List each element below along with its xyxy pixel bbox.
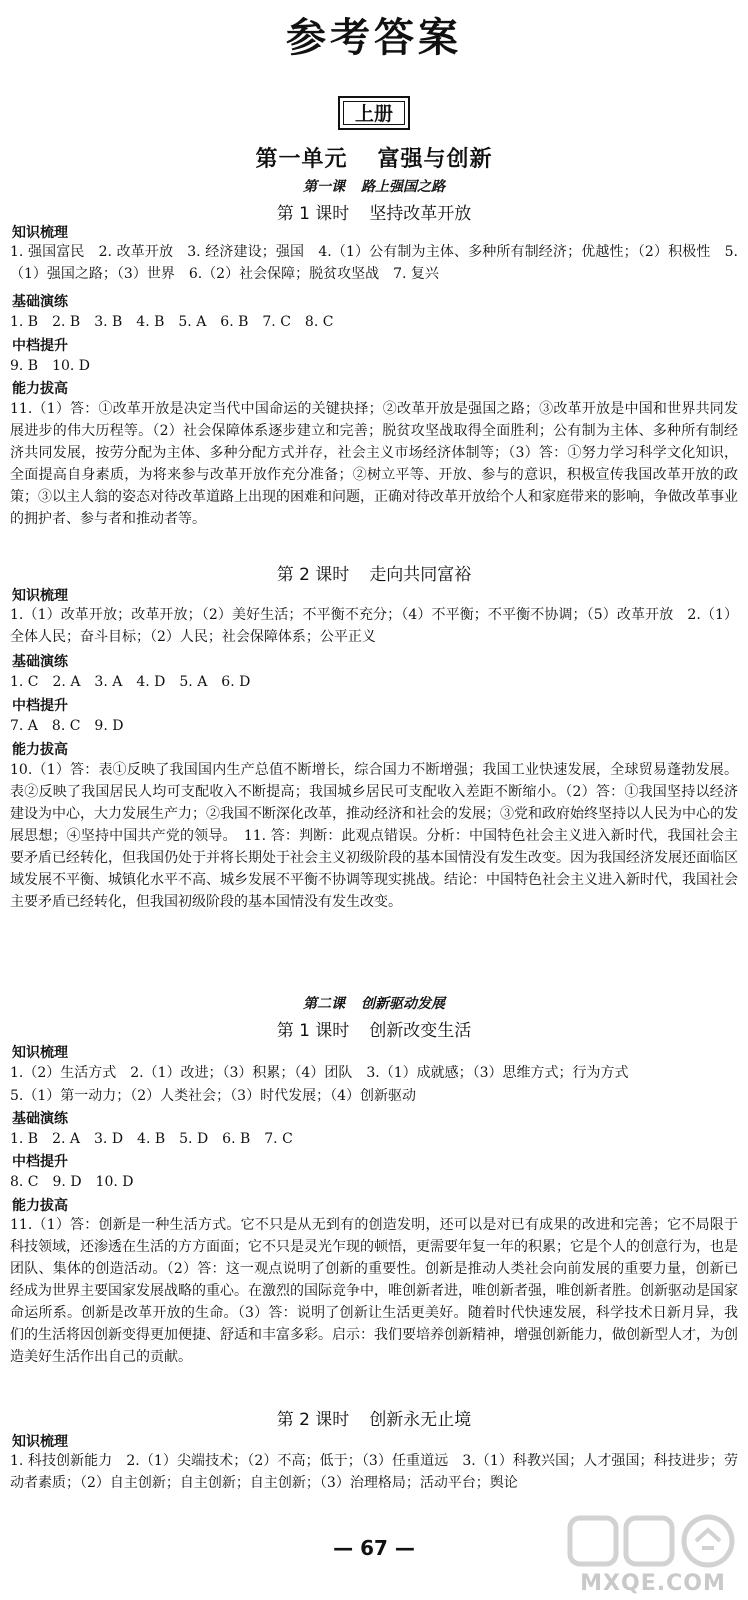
section-title: 基础演练 [12,654,68,670]
answer-text: 1. B 2. A 3. D 4. B 5. D 6. B 7. C [10,1131,293,1147]
lesson-heading [0,993,748,1013]
section-title: 中档提升 [12,338,68,354]
section-title: 知识梳理 [12,225,68,241]
lesson-heading [0,176,748,196]
answer-text: 5.（1）第一动力；（2）人类社会；（3）时代发展；（4）创新驱动 [10,1088,416,1104]
answer-text: 1. 科技创新能力 2.（1）尖端技术；（2）不高；低于；（3）任重道远 3.（1）科教兴国；人才强国；科技进步；劳动者素质；（2）自主创新；自主创新；自主创新；（3）治理格局；活动平台；舆论 [10,1453,738,1491]
volume-badge [338,96,410,130]
lesson-name: 创新驱动发展 [361,996,445,1012]
section-title: 知识梳理 [12,588,68,604]
period-name: 创新永无止境 [369,1410,472,1430]
lesson-label: 第一课 [303,179,345,195]
answer-text: 1. B 2. B 3. B 4. B 5. A 6. B 7. C 8. C [10,314,334,330]
section-title: 能力拔高 [12,381,68,397]
section-title: 能力拔高 [12,742,68,758]
answer-text: 9. B 10. D [10,358,91,374]
section-title: 知识梳理 [12,1434,68,1450]
period-label: 第 2 课时 [276,565,350,585]
section-title: 基础演练 [12,294,68,310]
answer-text: 7. A 8. C 9. D [10,718,124,734]
section-title: 基础演练 [12,1111,68,1127]
answer-text: 8. C 9. D 10. D [10,1174,134,1190]
period-label: 第 1 课时 [276,204,350,224]
period-name: 创新改变生活 [369,1021,472,1041]
period-heading [0,560,748,585]
section-title: 中档提升 [12,1154,68,1170]
answer-text: 1.（2）生活方式 2.（1）改进；（3）积累；（4）团队 3.（1）成就感；（3）思维方式；行为方式 [10,1065,629,1081]
period-label: 第 2 课时 [276,1410,350,1430]
section-title: 中档提升 [12,698,68,714]
period-heading [0,1405,748,1430]
answer-text: 1. 强国富民 2. 改革开放 3. 经济建设；强国 4.（1）公有制为主体、多种所有制经济；优越性；（2）积极性 5.（1）强国之路；（3）世界 6.（2）社会保障；脱贫攻坚战 7. 复兴 [10,244,738,282]
period-name: 走向共同富裕 [369,565,472,585]
answer-text: 10.（1）答：表①反映了我国国内生产总值不断增长，综合国力不断增强；我国工业快速发展，全球贸易蓬勃发展。表②反映了我国居民人均可支配收入不断提高；我国城乡居民可支配收入差距不断缩小。（2）答：①我国坚持以经济建设为中心，大力发展生产力；②我国不断深化改革，推动经济和社会的发展；③党和政府始终坚持以人民为中心的发展思想；④坚持中国共产党的领导。 11. 答：判断：此观点错误。分析：中国特色社会主义进入新时代，我国社会主要矛盾已经转化，但我国仍处于并将长期处于社会主义初级阶段的基本国情没有发生改变。因为我国经济发展还面临区域发展不平衡、城镇化水平不高、城乡发展不平衡不协调等现实挑战。结论：中国特色社会主义进入新时代，我国社会主要矛盾已经转化，但我国初级阶段的基本国情没有发生改变。 [10,762,738,910]
lesson-name: 路上强国之路 [361,179,445,195]
answer-text: 11.（1）答：创新是一种生活方式。它不只是从无到有的创造发明，还可以是对已有成果的改进和完善；它不局限于科技领域，还渗透在生活的方方面面；它不只是灵光乍现的顿悟，更需要年复一年的积累；它是个人的创意行为，也是团队、集体的创造活动。（2）答：这一观点说明了创新的重要性。创新是推动人类社会向前发展的重要力量，创新已经成为世界主要国家发展战略的重心。在激烈的国际竞争中，唯创新者进，唯创新者强，唯创新者胜。创新驱动是国家命运所系。创新是改革开放的生命。（3）答：说明了创新让生活更美好。随着时代快速发展，科学技术日新月异，我们的生活将因创新变得更加便捷、舒适和丰富多彩。启示：我们要培养创新精神，增强创新能力，做创新型人才，为创造美好生活作出自己的贡献。 [10,1217,738,1365]
unit-name: 富强与创新 [377,147,493,172]
period-heading [0,1016,748,1041]
unit-heading [0,142,748,173]
unit-label: 第一单元 [255,147,348,172]
section-title: 知识梳理 [12,1045,68,1061]
period-label: 第 1 课时 [276,1021,350,1041]
page-title: 参考答案 [286,15,462,61]
section-title: 能力拔高 [12,1198,68,1214]
lesson-label: 第二课 [303,996,345,1012]
answer-text: 1. C 2. A 3. A 4. D 5. A 6. D [10,674,251,690]
answer-text: 1.（1）改革开放；改革开放；（2）美好生活；不平衡不充分；（4）不平衡；不平衡不协调；（5）改革开放 2.（1）全体人民；奋斗目标；（2）人民；社会保障体系；公平正义 [10,607,738,645]
period-name: 坚持改革开放 [369,204,472,224]
volume-label: 上册 [343,101,405,125]
page-number: — 67 — [333,1536,415,1560]
answer-text: 11.（1）答：①改革开放是决定当代中国命运的关键抉择；②改革开放是强国之路；③改革开放是中国和世界共同发展进步的伟大历程等。（2）社会保障体系逐步建立和完善；脱贫攻坚战取得全面胜利；公有制为主体、多种所有制经济共同发展，按劳分配为主体、多种分配方式并存，社会主义市场经济体制等；（3）答：①努力学习科学文化知识，全面提高自身素质，为将来参与改革开放作充分准备；②树立平等、开放、参与的意识，积极宣传我国改革开放的政策；③以主人翁的姿态对待改革道路上出现的困难和问题，正确对待改革开放给个人和家庭带来的影响，争做改革事业的拥护者、参与者和推动者等。 [10,401,738,527]
watermark-text: MXQE.COM [580,1571,726,1596]
period-heading [0,199,748,224]
